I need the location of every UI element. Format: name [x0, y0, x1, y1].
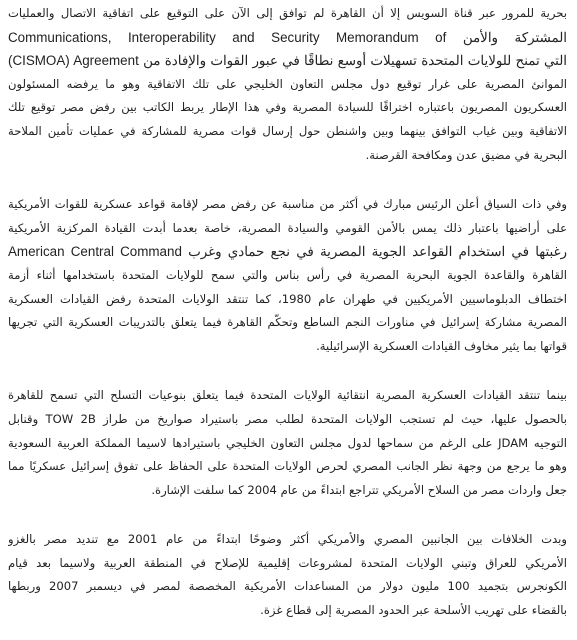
text-line: بالقضاء على تهريب الأسلحة عبر الحدود المصرية إلى قطاع غزة.	[260, 603, 567, 618]
text-line: على أراضيها باعتبار ذلك يمس بالأمن القومي والسيادة المصرية، خاصة بعدما أبدت القيادة المركزية الأمريكية	[8, 220, 567, 235]
text-line: بينما تنتقد القيادات العسكرية المصرية انتقائية الولايات المتحدة فيما يتعلق بنوعيات التسلح التي تسمح للقاهرة	[8, 388, 567, 403]
paragraph-cismoa	[8, 2, 567, 167]
text-line: التوجيه JDAM على الرغم من سماحها لدول مجلس التعاون الخليجي باستيرادها لاسيما المملكة العربية السعودية	[8, 435, 567, 450]
text-line: بالحصول عليها، حيث لم تستجب الولايات المتحدة لطلب مصر باستيراد صواريخ من طراز TOW 2B وقنابل	[8, 411, 567, 426]
text-line: الأمريكي للعراق وتبني الولايات المتحدة لمشروعات إقليمية للإصلاح في المنطقة العربية ولاسيما بعد قيام	[8, 555, 567, 570]
paragraph-military-bases	[8, 193, 567, 358]
text-line: قواتها بما يثير مخاوف القيادات العسكرية الإسرائيلية.	[316, 338, 567, 353]
text-line: وهو ما يرجع من وجهة نظر الجانب المصري لحرص الولايات المتحدة على الحفاظ على تفوق إسرائيل عسكريًا مما	[8, 459, 567, 474]
text-line: المصرية مشاركة إسرائيل في مناورات النجم الساطع وتحكّم القاهرة فيما يتعلق بالتدريبات العسكرية التي تجريها	[8, 315, 567, 330]
text-line: الاتفاقية وبين غياب التوافق بينهما وبين واشنطن حول إرسال قوات مصرية للمشاركة في عمليات تأمين الملاحة	[8, 123, 567, 138]
text-line: وبدت الخلافات بين الجانبين المصري والأمريكي أكثر وضوحًا ابتداءً من عام 2001 مع تنديد مصر بالغزو	[8, 532, 567, 547]
paragraph-arms-imports	[8, 384, 567, 502]
text-line: بحرية للمرور عبر قناة السويس إلا أن القاهرة لم توافق إلى الآن على التوقيع على اتفاقية الاتصال والعمليات	[8, 6, 567, 20]
text-line: الكونجرس بتجميد 100 مليون دولار من المساعدات الأمريكية المخصصة لمصر في ديسمبر 2007 وربطها	[8, 579, 567, 594]
text-line: وفي ذات السياق أعلن الرئيس مبارك في أكثر من مناسبة عن رفض مصر لإقامة قواعد عسكرية للقوات الأمريكية	[8, 197, 567, 212]
text-line: البحرية في مضيق عدن ومكافحة القرصنة.	[365, 147, 567, 162]
text-line: العسكريون المصريون باعتباره اختراقًا للسيادة المصرية وفي هذا الإطار يربط الكاتب بين رفض مصر توقيع تلك	[8, 100, 567, 115]
text-line: American Central Command رغبتها في استخدام القواعد الجوية المصرية في نجع حمادي وغرب	[8, 244, 567, 260]
text-line: اختطاف الدبلوماسيين الأمريكيين في طهران عام 1980، كما تنتقد الولايات المتحدة رفض القيادات العسكرية	[8, 291, 567, 306]
text-line: المشتركة والأمن Communications, Interoperability and Security Memorandum of	[8, 29, 567, 45]
text-line: القاهرة والقاعدة الجوية البحرية المصرية في رأس بناس والتي سمح للولايات المتحدة باستخدامها أثناء أزمة	[8, 267, 567, 282]
text-line: الموانئ المصرية على غرار توقيع دول مجلس التعاون الخليجي على تلك الاتفاقية وهو ما يرفضه المسئولون	[8, 76, 567, 91]
text-line: جعل واردات مصر من السلاح الأمريكي تتراجع ابتداءً من عام 2004 كما سلفت الإشارة.	[151, 482, 567, 497]
text-line: (CISMOA) Agreement التي تمنح للولايات المتحدة تسهيلات أوسع نطاقًا في عبور القوات والإفادة من	[8, 53, 567, 69]
paragraph-disagreements	[8, 528, 567, 622]
